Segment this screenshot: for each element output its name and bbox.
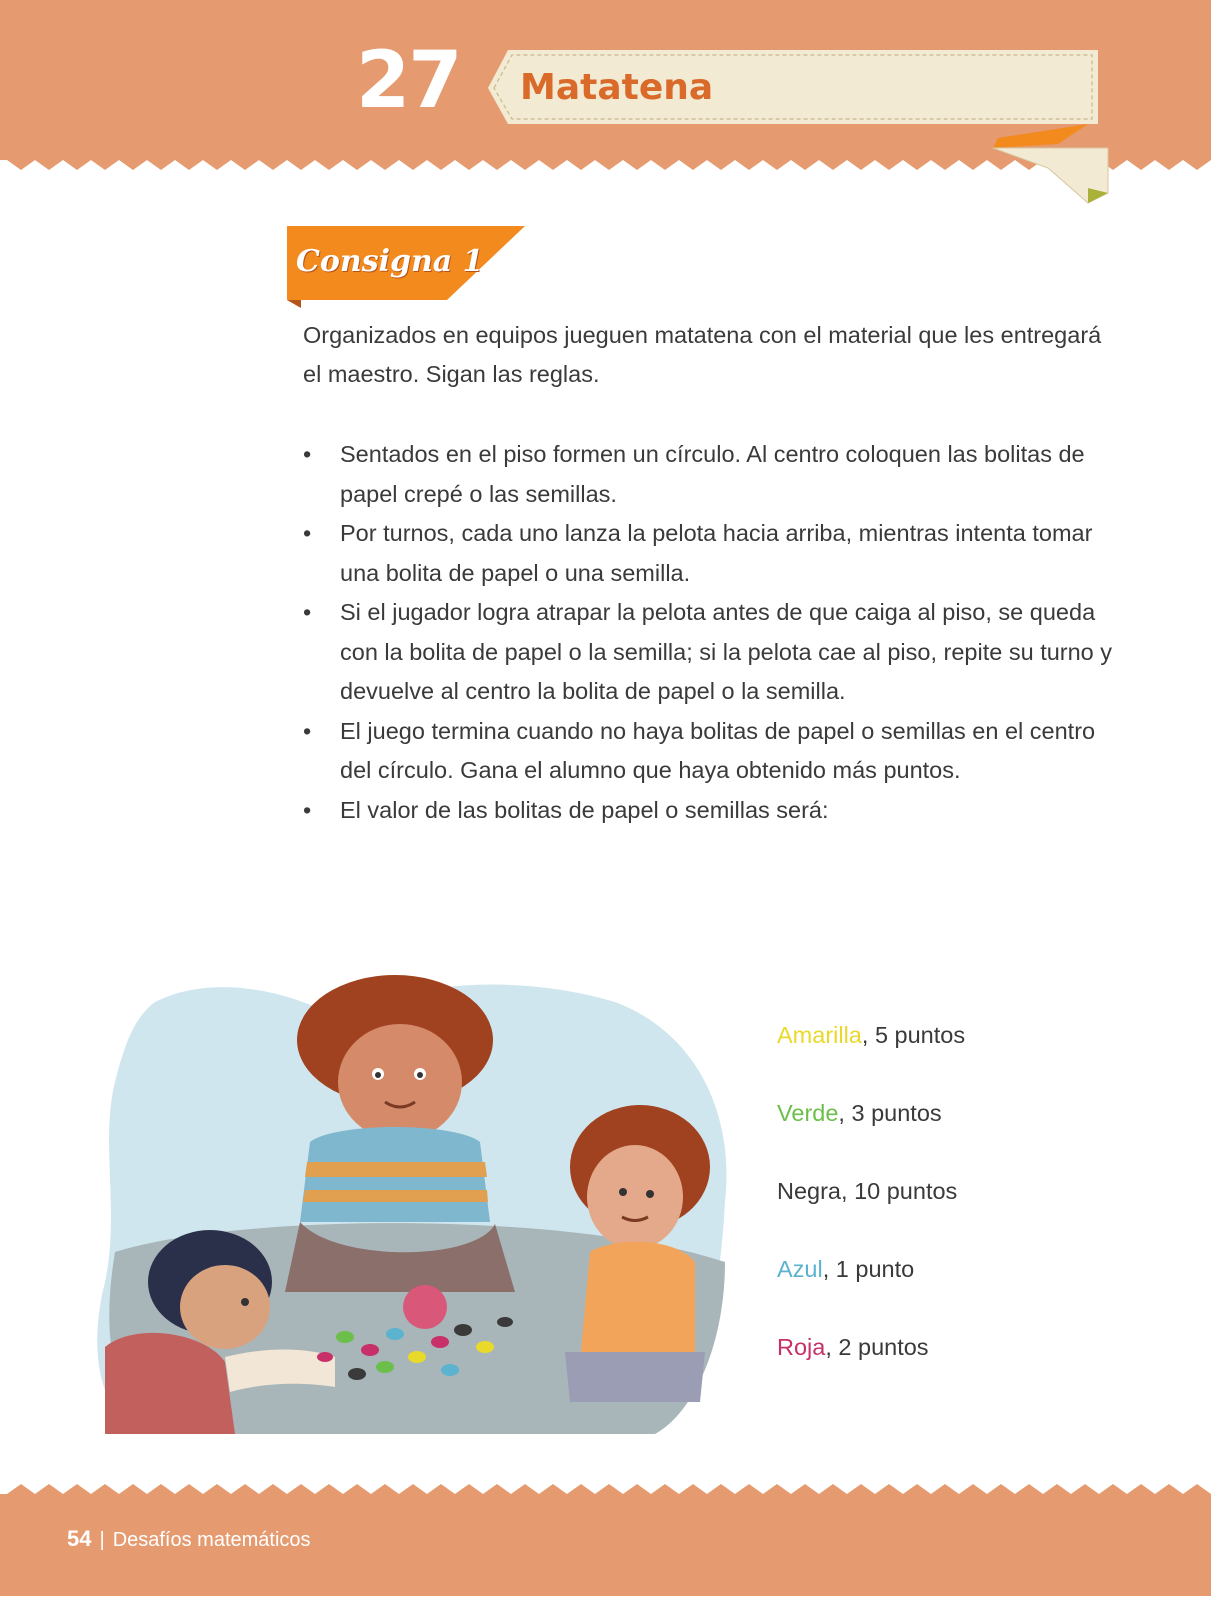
rule-item (303, 791, 1123, 831)
color-name-amarilla: Amarilla (777, 1022, 862, 1048)
points-text: , 3 puntos (838, 1100, 942, 1126)
lesson-number: 27 (356, 36, 461, 126)
points-text: , 1 punto (822, 1256, 915, 1282)
points-text: , 5 puntos (861, 1022, 966, 1048)
bullet: • (303, 796, 312, 823)
value-item (777, 1254, 914, 1284)
rule-text: Sentados en el piso formen un círculo. Al centro coloquen las bolitas de papel crepé o las semillas. (340, 441, 1085, 507)
bullet: • (303, 520, 312, 546)
bullet: • (303, 599, 312, 625)
footer-separator: | (99, 1529, 105, 1551)
bullet: • (303, 717, 312, 744)
rule-text: Si el jugador logra atrapar la pelota antes de que caiga al piso, se queda con la bolita de papel o la semilla; si la pelota cae al piso, repite su turno y devuelve al centro la bolita de papel o la semilla. (340, 599, 1113, 704)
value-item (777, 1098, 942, 1128)
rule-item (303, 593, 1123, 712)
rule-text: El valor de las bolitas de papel o semillas será: (340, 796, 829, 823)
rule-item (303, 712, 1123, 791)
page-number: 54 (67, 1526, 92, 1551)
points-text: , 10 puntos (841, 1178, 958, 1204)
rule-item (303, 435, 1123, 514)
rule-text: El juego termina cuando no haya bolitas de papel o semillas en el centro del círculo. Gana el alumno que haya obtenido más puntos. (340, 717, 1096, 783)
lesson-title: Matatena (520, 67, 714, 108)
rule-item (303, 514, 1123, 593)
rules-list (303, 435, 1123, 830)
points-text: , 2 puntos (825, 1334, 929, 1360)
bullet: • (303, 441, 312, 467)
color-name-roja: Roja (777, 1334, 826, 1360)
color-name-negra: Negra (777, 1178, 842, 1204)
color-name-verde: Verde (777, 1100, 839, 1126)
value-item (777, 1020, 965, 1050)
children-playing-illustration (95, 962, 745, 1462)
rule-text: Por turnos, cada uno lanza la pelota hacia arriba, mientras intenta tomar una bolita de papel o una semilla. (340, 520, 1093, 586)
color-name-azul: Azul (777, 1256, 823, 1282)
value-item (777, 1176, 957, 1206)
value-item (777, 1332, 929, 1362)
consigna-label: Consigna 1 (296, 244, 484, 279)
book-title: Desafíos matemáticos (112, 1529, 311, 1551)
intro-paragraph: Organizados en equipos jueguen matatena con el material que les entregará el maestro. Sigan las reglas. (303, 322, 1102, 387)
footer-text (67, 1526, 311, 1552)
